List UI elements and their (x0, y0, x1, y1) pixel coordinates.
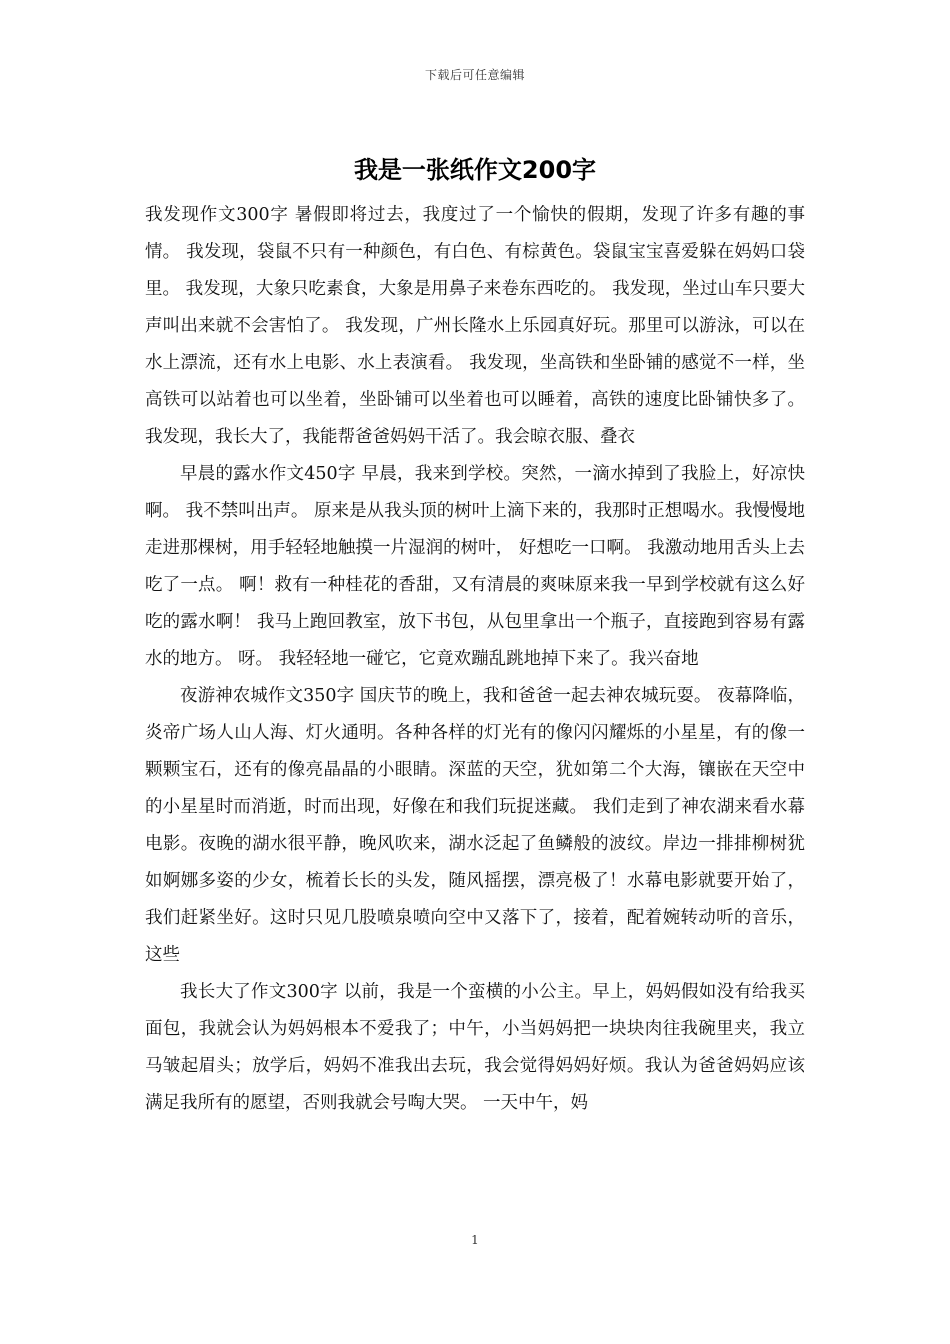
paragraph-3: 夜游神农城作文350字 国庆节的晚上，我和爸爸一起去神农城玩耍。 夜幕降临，炎帝广场人山人海、灯火通明。各种各样的灯光有的像闪闪耀烁的小星星，有的像一颗颗宝石，还有的像亮晶晶的小眼睛。深蓝的天空，犹如第二个大海，镶嵌在天空中的小星星时而消逝，时而出现，好像在和我们玩捉迷藏。 我们走到了神农湖来看水幕电影。夜晚的湖水很平静，晚风吹来，湖水泛起了鱼鳞般的波纹。岸边一排排柳树犹如婀娜多姿的少女，梳着长长的头发，随风摇摆，漂亮极了！水幕电影就要开始了，我们赶紧坐好。这时只见几股喷泉喷向空中又落下了，接着，配着婉转动听的音乐，这些 (145, 686, 805, 965)
document-body (145, 197, 805, 1122)
document-title: 我是一张纸作文200字 (353, 156, 597, 184)
page-header: 下载后可任意编辑 (424, 68, 525, 82)
page-number: 1 (471, 1233, 479, 1247)
paragraph-2: 早晨的露水作文450字 早晨，我来到学校。突然，一滴水掉到了我脸上，好凉快啊。 我不禁叫出声。 原来是从我头顶的树叶上滴下来的，我那时正想喝水。我慢慢地走进那棵树，用手轻轻地触摸一片湿润的树叶， 好想吃一口啊。 我激动地用舌头上去吃了一点。 啊！救有一种桂花的香甜，又有清晨的爽味原来我一早到学校就有这么好吃的露水啊！ 我马上跑回教室，放下书包，从包里拿出一个瓶子，直接跑到容易有露水的地方。 呀。 我轻轻地一碰它，它竟欢蹦乱跳地掉下来了。我兴奋地 (145, 464, 805, 669)
paragraph-4: 我长大了作文300字 以前，我是一个蛮横的小公主。早上，妈妈假如没有给我买面包，我就会认为妈妈根本不爱我了；中午，小当妈妈把一块块肉往我碗里夹，我立马皱起眉头；放学后，妈妈不准我出去玩，我会觉得妈妈好烦。我认为爸爸妈妈应该满足我所有的愿望，否则我就会号啕大哭。 一天中午，妈 (145, 982, 805, 1113)
paragraph-1: 我发现作文300字 暑假即将过去，我度过了一个愉快的假期，发现了许多有趣的事情。 我发现，袋鼠不只有一种颜色，有白色、有棕黄色。袋鼠宝宝喜爱躲在妈妈口袋里。 我发现，大象只吃素食，大象是用鼻子来卷东西吃的。 我发现，坐过山车只要大声叫出来就不会害怕了。 我发现，广州长隆水上乐园真好玩。那里可以游泳，可以在水上漂流，还有水上电影、水上表演看。 我发现，坐高铁和坐卧铺的感觉不一样，坐高铁可以站着也可以坐着，坐卧铺可以坐着也可以睡着，高铁的速度比卧铺快多了。 我发现，我长大了，我能帮爸爸妈妈干活了。我会晾衣服、叠衣 (145, 205, 805, 447)
